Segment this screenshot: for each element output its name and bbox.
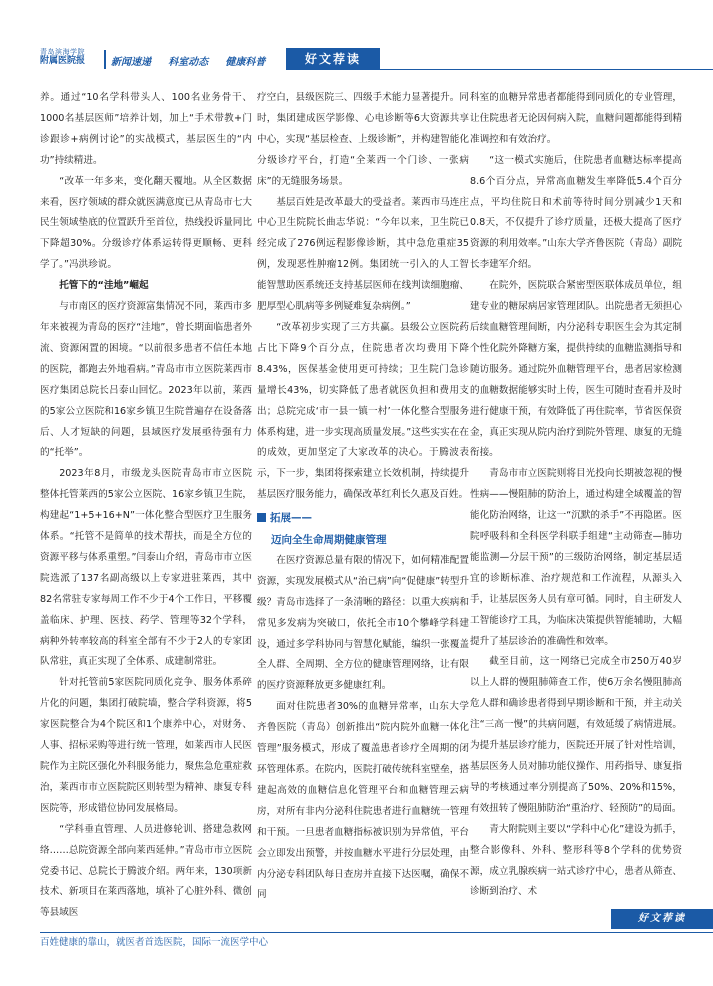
paragraph: “改革一年多来，变化翻天覆地。从全区数据来看，医疗领域的群众就医满意度已从青岛市七大民生领域垫底的位置跃升至首位，热线投诉量同比下降超30%。分级诊疗体系运转得更顺畅、更科学了。”冯洪珍说。 bbox=[40, 175, 252, 271]
nav-item-health: 健康科普 bbox=[225, 57, 266, 68]
footer-badge: 好文荐读 bbox=[611, 909, 713, 929]
paragraph: 与市南区的医疗资源富集情况不同，莱西市多年来被视为青岛的医疗“洼地”，曾长期面临患者外流、资源闲置的困境。“以前很多患者不信任本地的医院，都跑去外地看病。”青岛市市立医院莱西市医疗集团总院长吕泰山回忆。2023年以前，莱西的5家公立医院和16家乡镇卫生院普遍存在设备落后、人才短缺的问题，县域医疗发展亟待强有力的“托举”。 bbox=[40, 301, 252, 459]
logo-line1: 青岛滨海学院 bbox=[40, 48, 85, 56]
section-tag: 好文荐读 bbox=[286, 48, 380, 70]
header-divider bbox=[104, 50, 106, 69]
subheading: 托管下的“洼地”崛起 bbox=[59, 280, 149, 292]
paragraph: 疗空白，县级医院三、四级手术能力显著提升。同时，集团建成医学影像、心电诊断等6大资源共享中心，实现“基层检查、上级诊断”，并构建智能化分级诊疗平台，打造“全莱西一个门诊、一张病床”的无缝服务场景。 bbox=[257, 92, 469, 187]
footer-rule bbox=[40, 932, 713, 933]
paragraph: 基层百姓是改革最大的受益者。莱西市马连庄中心卫生院院长曲志华说：“今年以来，卫生院已经完成了276例远程影像诊断，其中急危重症35例，发现恶性肿瘤12例。集团统一引入的人工智能智慧助医系统还支持基层医师在线判读细胞瘤、肥厚型心肌病等多例疑难复杂病例。” bbox=[257, 196, 469, 313]
paragraph: 在院外，医院联合紧密型医联体成员单位，组建专业的糖尿病居家管理团队。出院患者无须担心后续血糖管理间断，内分泌科专职医生会为其定制个性化院外降糖方案，提供持续的血糖监测指导和随访服务。通过院外血糖管理平台，患者居家检测的血糖数据能够实时上传，医生可随时查看并及时进行健康干预，有效降低了再住院率，节省医保资金，真正实现从院内治疗到院外管理、康复的无缝衔接。 bbox=[470, 280, 682, 459]
paragraph: “学科垂直管理、人员进修轮训、搭建急救网络……总院资源全部向莱西延伸。”青岛市市立医院党委书记、总院长于腾波介绍。两年来，130项新技术、新项目在莱西落地，填补了心脏外科、微创等县域医 bbox=[40, 823, 252, 919]
article-column-2 bbox=[257, 88, 469, 906]
footer-slogan: 百姓健康的靠山，就医者首选医院，国际一流医学中心 bbox=[40, 937, 269, 948]
section-heading-label: 拓展—— bbox=[270, 512, 312, 525]
article-column-3 bbox=[470, 88, 682, 903]
paragraph: 青岛市市立医院则将目光投向长期被忽视的慢性病——慢阻肺的防治上，通过构建全域覆盖的智能化防治网络，让这一“沉默的杀手”不再隐匿。医院呼吸科和全科医学科联手组建“主动筛查—肺功能监测—分层干预”的三级防治网络，制定基层适宜的诊断标准、治疗规范和工作流程，从源头入手，让基层医务人员有章可循。同时，自主研发人工智能诊疗工具，为临床决策提供智能辅助，大幅提升了基层诊治的准确性和效率。 bbox=[470, 468, 682, 647]
nav-item-news: 新闻速递 bbox=[111, 57, 151, 68]
header-rule bbox=[380, 69, 713, 70]
paragraph: 在医疗资源总量有限的情况下，如何精准配置资源，实现发展模式从“治已病”向“促健康”转型升级？青岛市选择了一条清晰的路径：以重大疾病和常见多发病为突破口，依托全市10个攀峰学科建设，通过多学科协同与智慧化赋能，编织一张覆盖全人群、全周期、全方位的健康管理网络，让有限的医疗资源释放更多健康红利。 bbox=[257, 554, 469, 692]
paragraph: 科室的血糖异常患者都能得到同质化的专业管理，让住院患者无论因何病入院，血糖问题都能得到精准调控和有效治疗。 bbox=[470, 92, 682, 145]
paragraph: 针对托管前5家医院同质化竞争、服务体系碎片化的问题，集团打破院墙，整合学科资源，将5家医院整合为4个院区和1个康养中心，对财务、人事、招标采购等进行统一管理，如莱西市人民医院作为主院区强化外科服务能力，聚焦急危重症救治，莱西市市立医院院区则转型为精神、康复专科医院等，形成错位协同发展格局。 bbox=[40, 677, 252, 814]
paragraph: 青大附院则主要以“学科中心化”建设为抓手，整合影像科、外科、整形科等8个学科的优势资源，成立乳腺疾病一站式诊疗中心，患者从筛查、诊断到治疗、术 bbox=[470, 823, 682, 898]
paragraph: “这一模式实施后，住院患者血糖达标率提高8.6个百分点，异常高血糖发生率降低5.4个百分点，平均住院日和术前等待时间分别减少1天和0.8天，不仅提升了诊疗质量，还极大提高了医疗资源的利用效率。”山东大学齐鲁医院（青岛）副院长李建军介绍。 bbox=[470, 154, 682, 271]
paragraph: 截至目前，这一网络已完成全市250万40岁以上人群的慢阻肺筛查工作，使6万余名慢阻肺高危人群和确诊患者得到早期诊断和干预，并主动关注“三高一慢”的共病问题，有效延缓了病情进展。为提升基层诊疗能力，医院还开展了针对性培训，基层医务人员对肺功能仪操作、用药指导、康复指导的考核通过率分别提高了50%、20%和15%，有效扭转了慢阻肺防治“重治疗、轻预防”的局面。 bbox=[470, 656, 682, 814]
page-header bbox=[0, 0, 713, 80]
newspaper-logo bbox=[40, 49, 100, 67]
paragraph: 面对住院患者30%的血糖异常率，山东大学齐鲁医院（青岛）创新推出“院内院外血糖一体化管理”服务模式，形成了覆盖患者诊疗全周期的闭环管理体系。在院内，医院打破传统科室壁垒，搭建起高效的血糖信息化管理平台和血糖管理云病房，对所有非内分泌科住院患者进行血糖统一管理和干预。一旦患者血糖指标被识别为异常值，平台会立即发出预警，并按血糖水平进行分层处理，由内分泌专科团队每日查房并直接下达医嘱，确保不同 bbox=[257, 701, 469, 901]
header-nav bbox=[111, 53, 279, 68]
article-column-1 bbox=[40, 88, 252, 924]
section-heading bbox=[257, 508, 469, 551]
paragraph: 养。通过“10名学科带头人、100名业务骨干、1000名基层医师”培养计划，加上“手术带教+门诊跟诊+病例讨论”的实战模式，基层医生的“内功”持续精进。 bbox=[40, 92, 252, 166]
section-heading-title: 迈向全生命周期健康管理 bbox=[271, 534, 387, 547]
section-marker-icon bbox=[257, 513, 266, 522]
paragraph: “改革初步实现了三方共赢。县级公立医院药占比下降9个百分点，住院患者次均费用下降8.43%，医保基金使用更可持续；卫生院门急诊量增长43%，切实降低了患者就医负担和费用支出；总院完成‘市一县一镇一村’一体化整合型服务体系构建，进一步实现高质量发展。”这些实实在在的成效，更加坚定了大家改革的决心。于腾波表示，下一步，集团将探索建立长效机制，持续提升基层医疗服务能力，确保改革红利长久惠及百姓。 bbox=[257, 321, 469, 501]
logo-line2: 附属医院报 bbox=[40, 55, 86, 66]
paragraph: 2023年8月，市级龙头医院青岛市市立医院整体托管莱西的5家公立医院、16家乡镇卫生院，构建起“1+5+16+N”一体化整合型医疗卫生服务体系。“托管不是简单的技术帮扶，而是全方位的资源平移与体系重塑。”闫泰山介绍，青岛市市立医院选派了137名副高级以上专家进驻莱西，其中82名常驻专家每周工作不少于4个工作日，平移覆盖临床、护理、医技、药学、管理等32个学科，病种外转率较高的科室全部有不少于2人的专家团队常驻，真正实现了全体系、成建制常驻。 bbox=[40, 468, 252, 668]
nav-item-department: 科室动态 bbox=[168, 57, 209, 68]
